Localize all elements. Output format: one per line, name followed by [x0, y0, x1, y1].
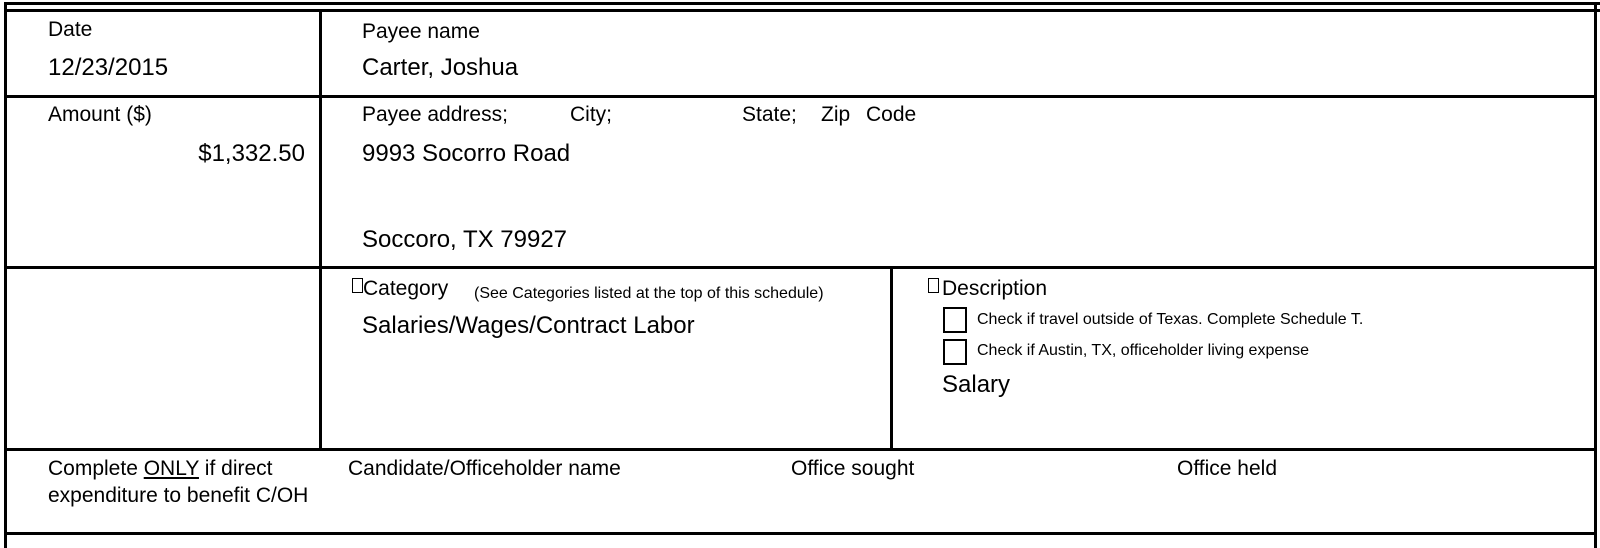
address-line2: Soccoro, TX 79927: [362, 226, 568, 253]
description-value: Salary: [942, 371, 1011, 398]
category-note: (See Categories listed at the top of this schedule): [474, 285, 824, 302]
state-label: State;: [742, 103, 797, 126]
top-border-line-2: [4, 9, 1600, 12]
col-divider-main: [319, 11, 322, 450]
top-border-line-1: [4, 2, 1600, 5]
description-marker-icon: [928, 278, 939, 293]
description-label: Description: [942, 277, 1048, 300]
date-value: 12/23/2015: [48, 54, 169, 81]
complete-pre: Complete: [48, 457, 144, 480]
travel-checkbox[interactable]: [943, 307, 967, 333]
payee-name-value: Carter, Joshua: [362, 54, 519, 81]
row2-divider: [4, 266, 1596, 269]
payee-address-label: Payee address;: [362, 103, 508, 126]
category-marker-icon: [352, 278, 363, 293]
amount-value: $1,332.50: [198, 140, 305, 167]
complete-only-note: [48, 458, 273, 479]
complete-only-note-line2: expenditure to benefit C/OH: [48, 484, 309, 507]
row1-divider: [4, 95, 1596, 98]
amount-label: Amount ($): [48, 103, 152, 126]
austin-expense-checkbox[interactable]: [943, 339, 967, 365]
bottom-border: [4, 532, 1596, 535]
austin-expense-checkbox-text: Check if Austin, TX, officeholder living expense: [977, 342, 1310, 359]
left-border: [4, 2, 7, 548]
office-held-label: Office held: [1177, 457, 1278, 480]
address-line1: 9993 Socorro Road: [362, 140, 571, 167]
date-label: Date: [48, 18, 93, 41]
col-divider-description: [890, 268, 893, 450]
category-value: Salaries/Wages/Contract Labor: [362, 312, 695, 339]
row3-divider: [4, 448, 1596, 451]
office-sought-label: Office sought: [791, 457, 915, 480]
travel-checkbox-text: Check if travel outside of Texas. Complete Schedule T.: [977, 311, 1364, 328]
complete-only-emphasis: ONLY: [143, 457, 199, 480]
candidate-name-label: Candidate/Officeholder name: [348, 457, 621, 480]
right-border: [1594, 2, 1597, 548]
complete-post: if direct: [198, 457, 273, 480]
code-label: Code: [866, 103, 917, 126]
payee-name-label: Payee name: [362, 20, 480, 43]
zip-label: Zip: [821, 103, 851, 126]
category-label: Category: [363, 277, 449, 300]
city-label: City;: [570, 103, 612, 126]
